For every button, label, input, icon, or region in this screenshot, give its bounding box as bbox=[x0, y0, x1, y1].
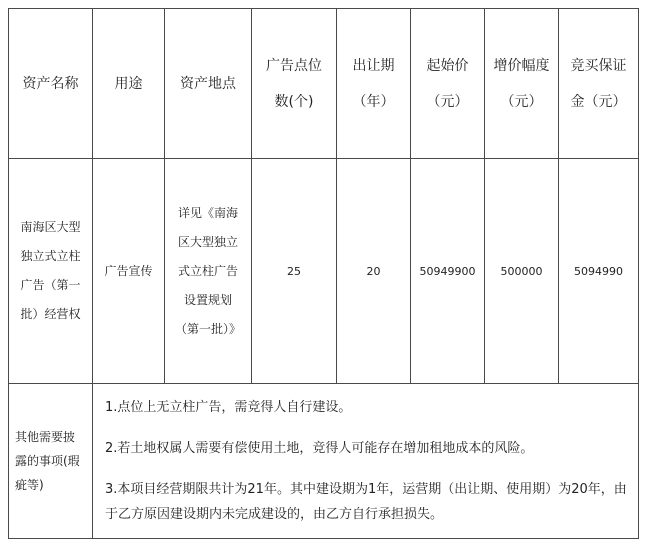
header-period: 出让期（年） bbox=[337, 9, 411, 159]
cell-asset-name: 南海区大型独立式立柱广告（第一批）经营权 bbox=[9, 159, 93, 384]
cell-deposit: 5094990 bbox=[559, 159, 639, 384]
cell-usage: 广告宣传 bbox=[93, 159, 165, 384]
header-ad-slots: 广告点位数(个) bbox=[252, 9, 337, 159]
cell-location: 详见《南海区大型独立式立柱广告设置规划（第一批）》 bbox=[165, 159, 252, 384]
note-item-2: 2.若土地权属人需要有偿使用土地，竞得人可能存在增加租地成本的风险。 bbox=[105, 441, 534, 456]
header-location: 资产地点 bbox=[165, 9, 252, 159]
header-usage: 用途 bbox=[93, 9, 165, 159]
note-item-3: 3.本项目经营期限共计为21年。其中建设期为1年，运营期（出让期、使用期）为20年，由于乙方原因建设期内未完成建设的，由乙方自行承担损失。 bbox=[105, 482, 627, 522]
other-matters-content bbox=[93, 384, 639, 539]
header-deposit: 竞买保证金（元） bbox=[559, 9, 639, 159]
cell-increment: 500000 bbox=[485, 159, 559, 384]
header-start-price: 起始价（元） bbox=[411, 9, 485, 159]
header-asset-name: 资产名称 bbox=[9, 9, 93, 159]
header-increment: 增价幅度（元） bbox=[485, 9, 559, 159]
cell-start-price: 50949900 bbox=[411, 159, 485, 384]
auction-table bbox=[8, 8, 639, 539]
table-row bbox=[9, 159, 639, 384]
other-matters-row bbox=[9, 384, 639, 539]
note-item-1: 1.点位上无立柱广告，需竞得人自行建设。 bbox=[105, 400, 352, 415]
other-matters-label: 其他需要披露的事项(瑕疵等) bbox=[9, 384, 93, 539]
cell-ad-slots: 25 bbox=[252, 159, 337, 384]
header-row bbox=[9, 9, 639, 159]
cell-period: 20 bbox=[337, 159, 411, 384]
